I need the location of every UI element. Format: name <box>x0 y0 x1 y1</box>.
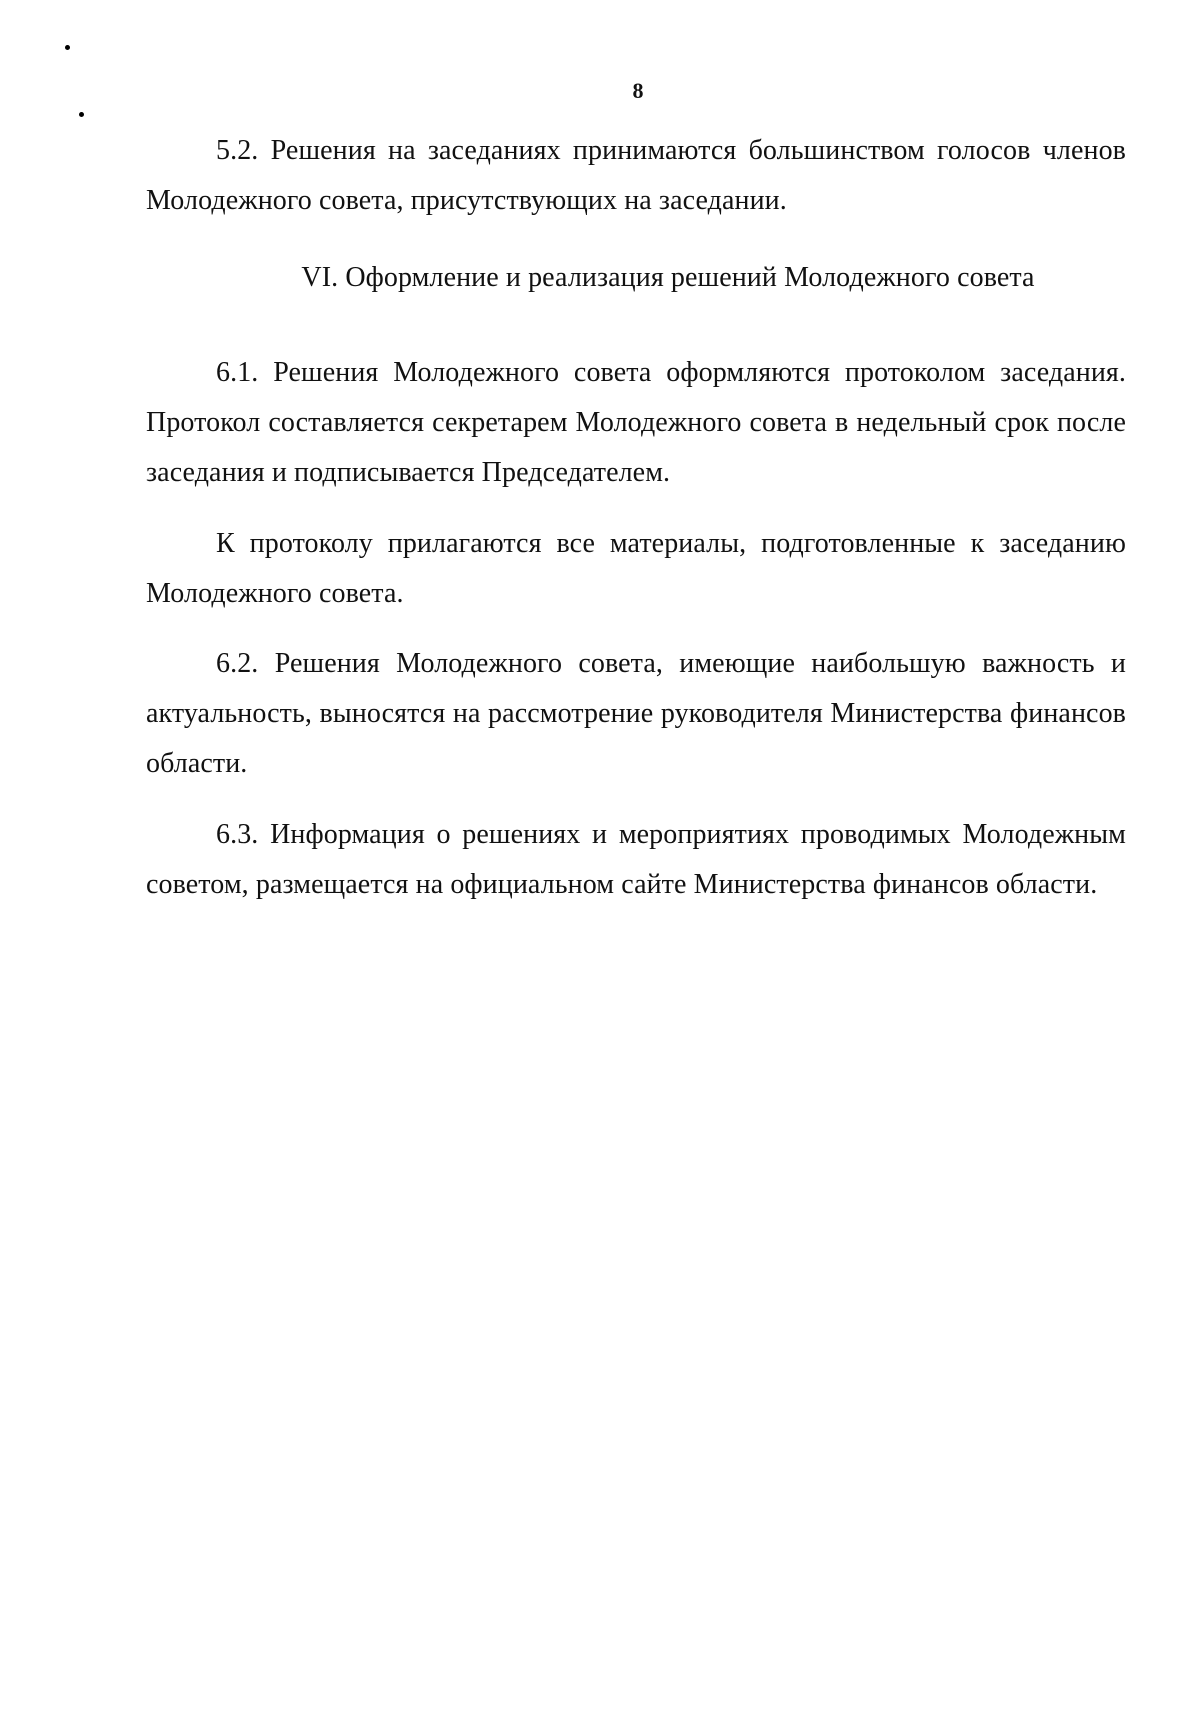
paragraph-6-2: 6.2. Решения Молодежного совета, имеющие наибольшую важность и актуальность, выносятся на рассмотрение руководителя Министерства финансов области. <box>146 648 1126 779</box>
document-body <box>146 126 1126 910</box>
paragraph-5-2: 5.2. Решения на заседаниях принимаются большинством голосов членов Молодежного совета, присутствующих на заседании. <box>146 135 1126 216</box>
scan-speck <box>65 45 70 50</box>
paragraph-6-1: 6.1. Решения Молодежного совета оформляются протоколом заседания. Протокол составляется секретарем Молодежного совета в недельный срок после заседания и подписывается Председателем. <box>146 357 1126 488</box>
scan-speck <box>79 112 84 117</box>
section-heading-6: VI. Оформление и реализация решений Молодежного совета <box>301 262 1035 293</box>
paragraph-6-3: 6.3. Информация о решениях и мероприятиях проводимых Молодежным советом, размещается на официальном сайте Министерства финансов области. <box>146 819 1126 900</box>
paragraph-6-1-attachments: К протоколу прилагаются все материалы, подготовленные к заседанию Молодежного совета. <box>146 528 1126 609</box>
page-number: 8 <box>632 78 644 103</box>
